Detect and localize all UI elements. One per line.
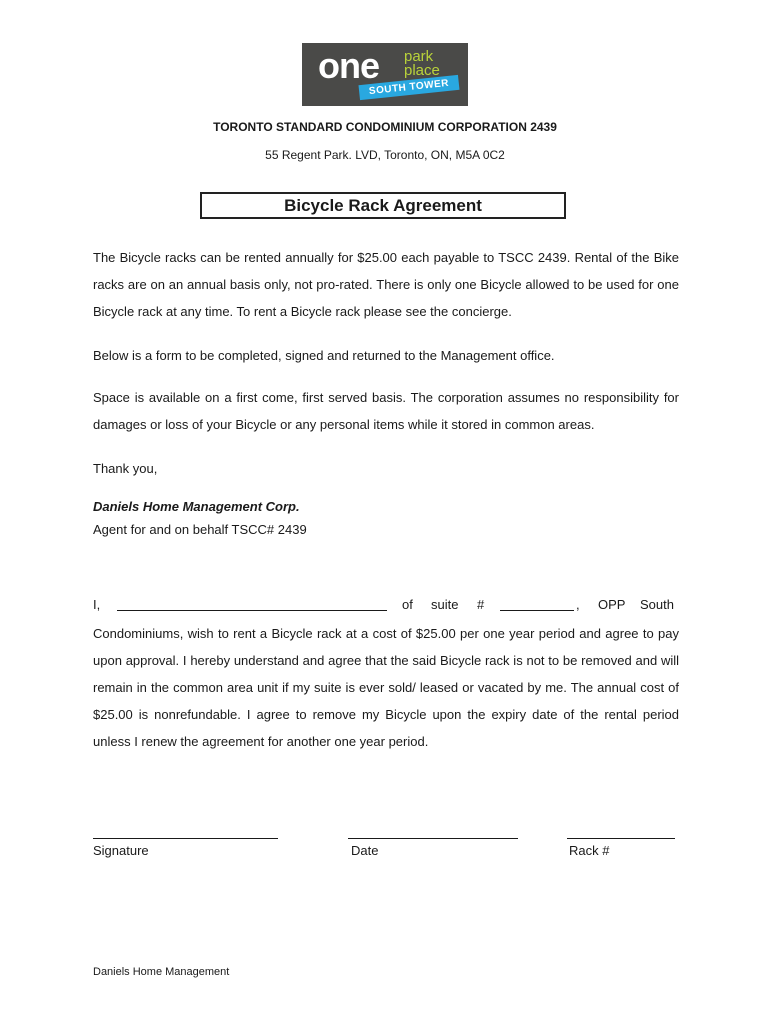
- opp-label: OPP: [598, 597, 626, 612]
- document-title: Bicycle Rack Agreement: [200, 192, 566, 219]
- i-label: I,: [93, 597, 101, 612]
- agreement-terms-paragraph: Condominiums, wish to rent a Bicycle rack at a cost of $25.00 per one year period and agree to pay upon approval. I hereby understand and agree that the said Bicycle rack is not to be removed and will remain in the common area unit if my suite is ever sold/ leased or vacated by me. The annual cost of $25.00 is nonrefundable. I agree to remove my Bicycle upon the expiry date of the rental period unless I renew the agreement for another one year period.: [93, 626, 679, 749]
- rack-number-line[interactable]: [567, 838, 675, 839]
- logo-word-park: park: [404, 48, 434, 65]
- page-footer: Daniels Home Management: [93, 966, 230, 978]
- signature-label: Signature: [93, 843, 149, 858]
- corporation-name: TORONTO STANDARD CONDOMINIUM CORPORATION 2439: [213, 120, 557, 134]
- suite-hash-label: #: [477, 597, 485, 612]
- liability-paragraph: Space is available on a first come, first served basis. The corporation assumes no responsibility for damages or loss of your Bicycle or any personal items while it stored in common areas.: [93, 390, 679, 432]
- name-blank-field[interactable]: [117, 597, 387, 611]
- suite-number-blank-field[interactable]: [500, 597, 574, 611]
- one-park-place-logo: [302, 43, 468, 106]
- logo-south-tower-banner: SOUTH TOWER: [358, 75, 459, 100]
- rental-terms-paragraph: The Bicycle racks can be rented annually for $25.00 each payable to TSCC 2439. Rental of the Bike racks are on an annual basis only, not pro-rated. There is only one Bicycle allowed to be used for one Bicycle rack at any time. To rent a Bicycle rack please see the concierge.: [93, 250, 679, 319]
- of-label: of: [402, 597, 413, 612]
- comma-text: ,: [576, 597, 580, 612]
- form-instruction-paragraph: Below is a form to be completed, signed and returned to the Management office.: [93, 348, 555, 363]
- management-company-name: Daniels Home Management Corp.: [93, 499, 300, 514]
- rack-number-label: Rack #: [569, 843, 610, 858]
- logo-word-one: one: [318, 45, 380, 86]
- logo-word-place: place: [404, 62, 440, 79]
- agreement-first-line: [93, 597, 677, 617]
- date-line[interactable]: [348, 838, 518, 839]
- thank-you-text: Thank you,: [93, 461, 158, 476]
- corporation-address: 55 Regent Park. LVD, Toronto, ON, M5A 0C2: [265, 148, 505, 162]
- south-label: South: [640, 597, 674, 612]
- agent-line: Agent for and on behalf TSCC# 2439: [93, 522, 307, 537]
- date-label: Date: [351, 843, 379, 858]
- signature-line[interactable]: [93, 838, 278, 839]
- suite-label: suite: [431, 597, 459, 612]
